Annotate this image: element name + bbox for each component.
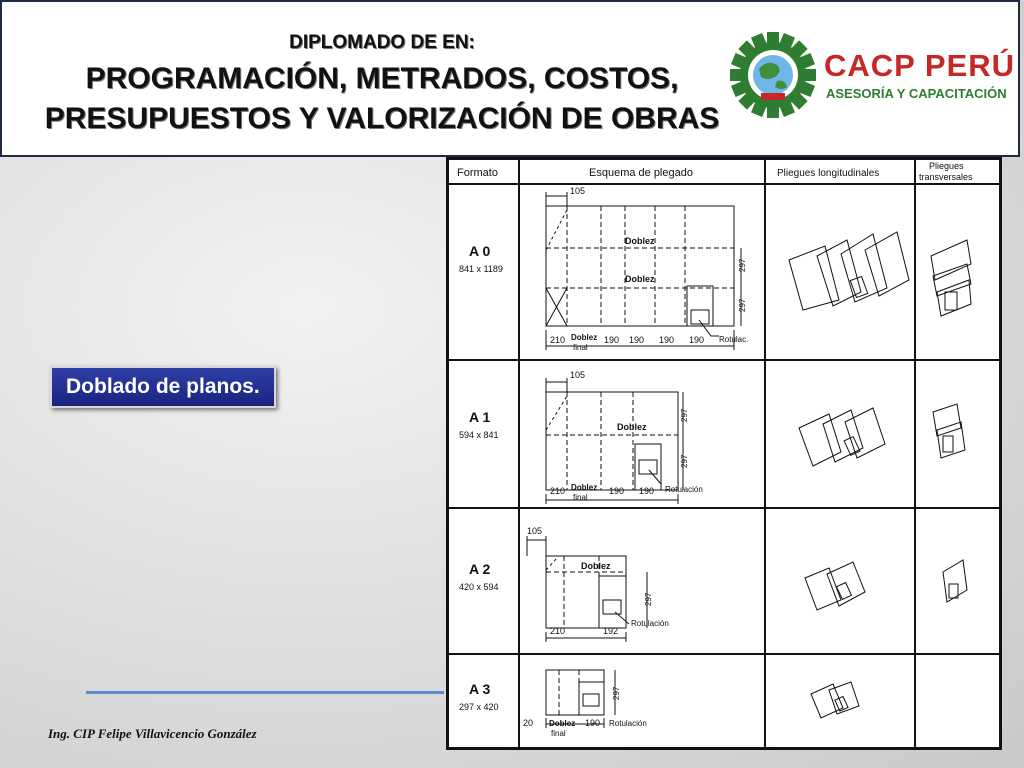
size-a3: 297 x 420	[459, 702, 499, 712]
a0-label-105: 105	[570, 186, 586, 196]
format-a1: A 1	[469, 409, 491, 425]
a0-label-doblez-final-1: Doblez	[571, 333, 598, 342]
header-subtitle: DIPLOMADO DE EN:	[289, 32, 475, 53]
header-transversales-1: Pliegues	[929, 161, 964, 171]
a2-label-doblez: Doblez	[581, 561, 611, 571]
slide-title: Doblado de planos.	[50, 366, 276, 408]
a0-label-297-1: 297	[738, 258, 747, 272]
a2-label-rotulacion: Rotulación	[631, 619, 669, 628]
a2-label-297: 297	[644, 592, 653, 606]
a0-label-190-3: 190	[659, 335, 675, 345]
size-a1: 594 x 841	[459, 430, 499, 440]
fold-transverse-a2	[943, 560, 967, 602]
a3-label-rotulacion: Rotulación	[609, 719, 647, 728]
header-title-line1: PROGRAMACIÓN, METRADOS, COSTOS,	[85, 62, 679, 95]
fold-longitudinal-a1	[799, 408, 885, 466]
a1-label-297-2: 297	[680, 454, 689, 468]
a0-label-190-1: 190	[604, 335, 620, 345]
logo-tagline: ASESORÍA Y CAPACITACIÓN	[826, 86, 1007, 101]
a0-label-190-4: 190	[689, 335, 705, 345]
a3-label-doblez-final-1: Doblez	[549, 719, 576, 728]
a3-label-297: 297	[612, 686, 621, 700]
header-title-line2: PRESUPUESTOS Y VALORIZACIÓN DE OBRAS	[44, 102, 720, 135]
folding-table-image	[446, 157, 1002, 750]
a3-label-doblez-final-2: final	[551, 729, 566, 738]
fold-longitudinal-a3	[811, 682, 859, 718]
a1-label-doblez: Doblez	[617, 422, 647, 432]
header-formato: Formato	[457, 167, 498, 179]
header-banner	[0, 0, 1020, 157]
format-a2: A 2	[469, 561, 491, 577]
a0-label-rotulac: Rotulac.	[719, 335, 749, 344]
format-a3: A 3	[469, 681, 491, 697]
a1-label-190-2: 190	[639, 486, 655, 496]
folding-table	[449, 160, 999, 747]
a0-label-doblez-1: Doblez	[625, 236, 655, 246]
a1-label-rotulacion: Rotulación	[665, 485, 703, 494]
size-a2: 420 x 594	[459, 582, 499, 592]
a3-label-190: 190	[585, 718, 601, 728]
fold-longitudinal-a0	[789, 232, 909, 310]
fold-longitudinal-a2	[805, 562, 865, 610]
a0-label-210: 210	[550, 335, 566, 345]
header-transversales-2: transversales	[919, 172, 973, 182]
format-a0: A 0	[469, 243, 491, 259]
divider-line	[86, 691, 444, 694]
a2-label-192: 192	[603, 626, 619, 636]
a2-label-105: 105	[527, 526, 543, 536]
a0-label-doblez-final-2: final	[573, 343, 588, 352]
a1-label-doblez-final-2: final	[573, 493, 588, 502]
size-a0: 841 x 1189	[459, 264, 503, 274]
header-esquema: Esquema de plegado	[589, 167, 693, 179]
a0-label-doblez-2: Doblez	[625, 274, 655, 284]
a0-label-297-2: 297	[738, 298, 747, 312]
a1-label-doblez-final-1: Doblez	[571, 483, 598, 492]
a2-label-210: 210	[550, 626, 566, 636]
a1-label-190-1: 190	[609, 486, 625, 496]
footer-author: Ing. CIP Felipe Villavicencio González	[48, 726, 257, 741]
fold-transverse-a1	[933, 404, 965, 458]
gear-globe-icon	[730, 32, 816, 118]
a0-label-190-2: 190	[629, 335, 645, 345]
a3-label-20: 20	[523, 718, 534, 728]
header-longitudinales: Pliegues longitudinales	[777, 168, 880, 179]
a1-label-105: 105	[570, 370, 586, 380]
fold-transverse-a0	[931, 240, 971, 316]
a1-label-210: 210	[550, 486, 566, 496]
logo-brand: CACP PERÚ	[824, 48, 1016, 83]
a1-label-297-1: 297	[680, 408, 689, 422]
